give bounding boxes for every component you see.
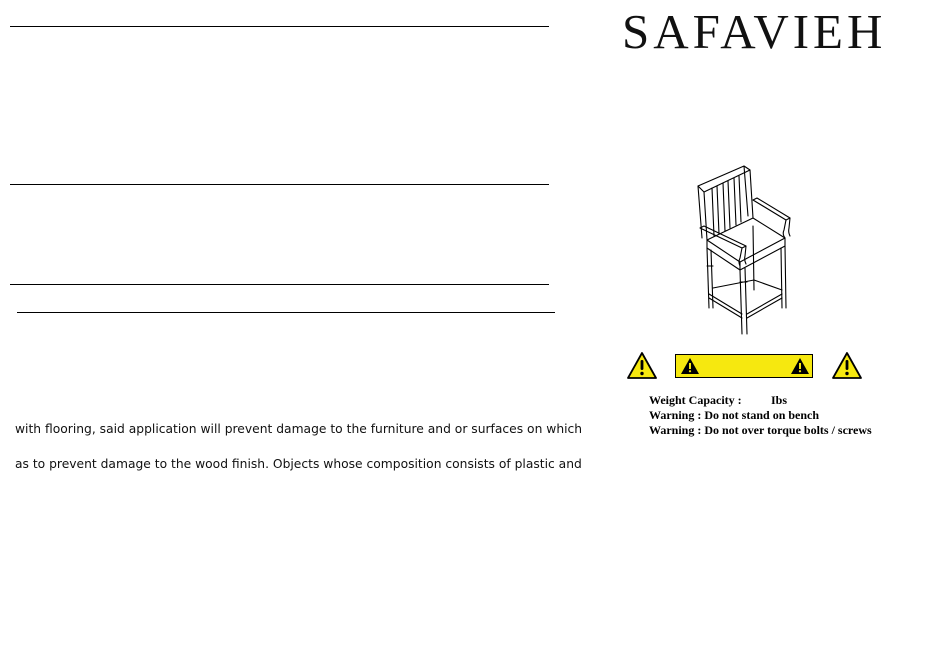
weight-capacity-label: Weight Capacity : — [649, 393, 742, 407]
form-rule-4 — [17, 312, 555, 313]
caution-bar-right-icon — [790, 357, 810, 375]
form-rule-2 — [10, 184, 549, 185]
brand-logo: SAFAVIEH — [622, 4, 887, 59]
warning-stand: Warning : Do not stand on bench — [649, 408, 820, 422]
weight-capacity — [649, 393, 788, 407]
warning-triangle-right-icon — [831, 351, 863, 380]
weight-capacity-unit: Ibs — [771, 393, 788, 407]
warning-triangle-left-icon — [626, 351, 658, 380]
form-rule-3 — [10, 284, 549, 285]
form-rule-1 — [10, 26, 549, 27]
caution-bar-left-icon — [680, 357, 700, 375]
chair-illustration — [690, 158, 800, 338]
body-text-line-2: as to prevent damage to the wood finish. Objects whose composition consists of plastic and — [15, 457, 582, 471]
caution-banner — [675, 354, 813, 378]
body-text-line-1: with flooring, said application will prevent damage to the furniture and or surfaces on which — [15, 422, 583, 436]
warning-torque: Warning : Do not over torque bolts / screws — [649, 423, 872, 437]
